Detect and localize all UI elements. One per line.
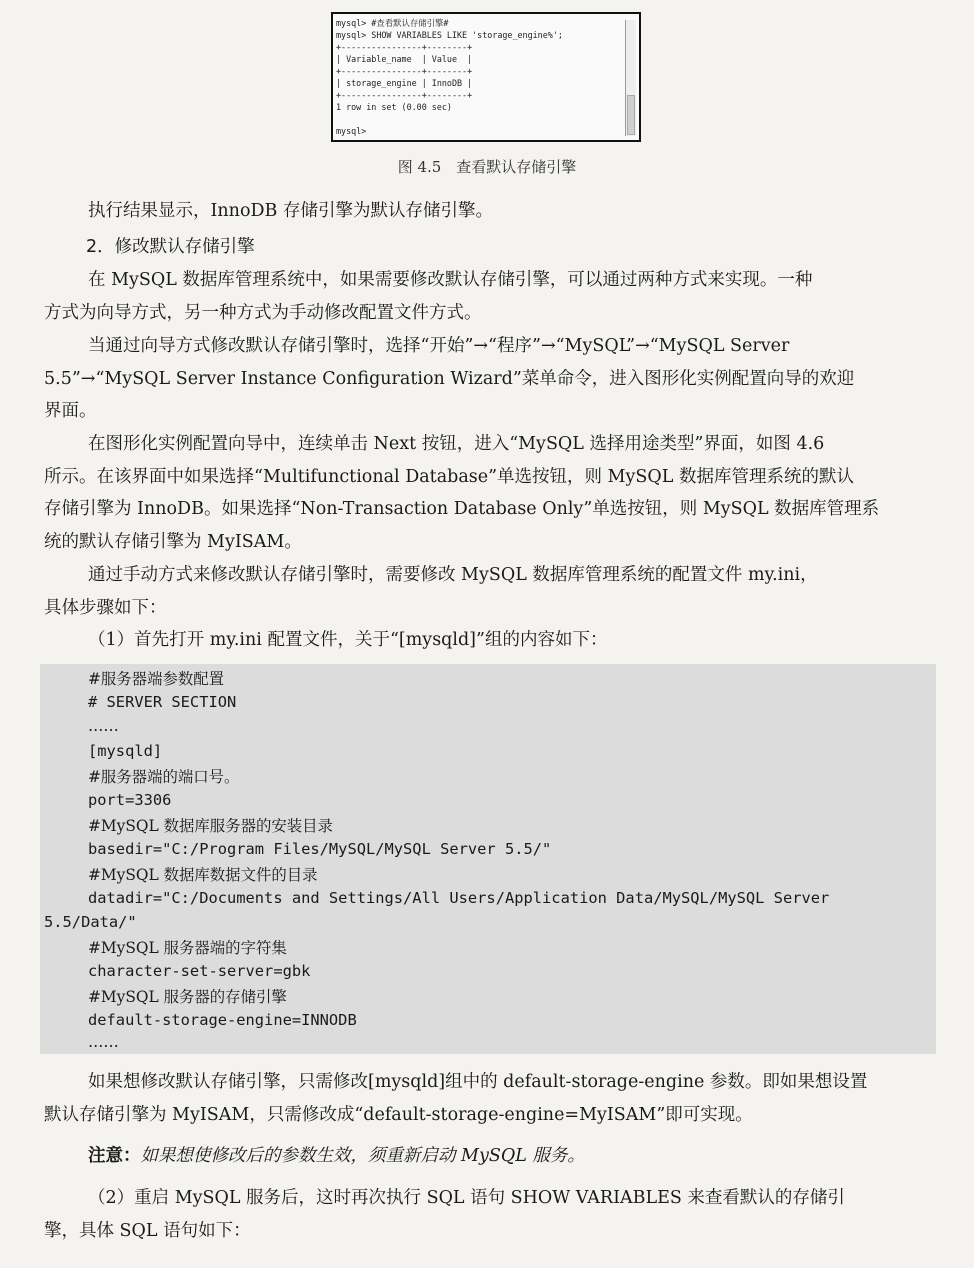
scrollbar-thumb <box>627 95 635 135</box>
paragraph-wizard: 当通过向导方式修改默认存储引擎时，选择“开始”→“程序”→“MySQL”→“MySQL Server 5.5”→“MySQL Server Instance Configuration Wizard”菜单命令，进入图形化实例配置向导的欢迎 界面。 <box>44 336 855 422</box>
code-line: character-set-server=gbk <box>88 962 311 980</box>
code-line: #服务器端的端口号。 <box>88 768 240 786</box>
code-line: #MySQL 数据库数据文件的目录 <box>88 866 318 884</box>
note <box>44 1140 934 1173</box>
code-line: #MySQL 服务器端的字符集 <box>88 939 287 957</box>
code-line: default-storage-engine=INNODB <box>88 1011 357 1029</box>
code-line: …… <box>88 717 119 735</box>
terminal-output: mysql> #查看默认存储引擎# mysql> SHOW VARIABLES LIKE 'storage_engine%'; +----------------+--------+ | Variable_name | Value | +----------------+--------+ | storage_engine | InnoDB | +----------------+--------+ 1 row in set (0.00 sec) mysql> <box>336 18 563 136</box>
note-text: 如果想使修改后的参数生效，须重新启动 MySQL 服务。 <box>140 1146 585 1166</box>
code-line: [mysqld] <box>88 742 163 760</box>
code-line: basedir="C:/Program Files/MySQL/MySQL Server 5.5/" <box>88 840 552 858</box>
paragraph-two-methods: 在 MySQL 数据库管理系统中，如果需要修改默认存储引擎，可以通过两种方式来实现。一种 方式为向导方式，另一种方式为手动修改配置文件方式。 <box>44 270 813 323</box>
terminal-scrollbar <box>625 20 636 136</box>
code-line: port=3306 <box>88 791 172 809</box>
note-label: 注意： <box>88 1146 141 1166</box>
paragraph-manual: 通过手动方式来修改默认存储引擎时，需要修改 MySQL 数据库管理系统的配置文件 my.ini， 具体步骤如下： <box>44 565 818 618</box>
figure-caption: 图 4.5 查看默认存储引擎 <box>397 158 577 176</box>
code-line: datadir="C:/Documents and Settings/All Users/Application Data/MySQL/MySQL Server <box>88 889 830 907</box>
code-line: #MySQL 数据库服务器的安装目录 <box>88 817 333 835</box>
config-code-block <box>40 664 936 1054</box>
code-line: #服务器端参数配置 <box>88 670 225 688</box>
code-line: #MySQL 服务器的存储引擎 <box>88 988 287 1006</box>
paragraph-modify-param: 如果想修改默认存储引擎，只需修改[mysqld]组中的 default-storage-engine 参数。即如果想设置 默认存储引擎为 MyISAM，只需修改成“default-storage-engine=MyISAM”即可实现。 <box>44 1072 868 1125</box>
code-line: 5.5/Data/" <box>44 913 137 931</box>
section-heading: 2．修改默认存储引擎 <box>86 237 255 257</box>
code-line: …… <box>88 1033 119 1051</box>
step-one: （1）首先打开 my.ini 配置文件，关于“[mysqld]”组的内容如下： <box>88 630 608 650</box>
step-two: （2）重启 MySQL 服务后，这时再次执行 SQL 语句 SHOW VARIABLES 来查看默认的存储引 擎，具体 SQL 语句如下： <box>44 1188 845 1241</box>
paragraph-usage-type: 在图形化实例配置向导中，连续单击 Next 按钮，进入“MySQL 选择用途类型”界面，如图 4.6 所示。在该界面中如果选择“Multifunctional Database”单选按钮，则 MySQL 数据库管理系统的默认 存储引擎为 InnoDB。如果选择“Non-Transaction Database Only”单选按钮，则 MySQL 数据库管理系 统的默认存储引擎为 MyISAM。 <box>44 434 880 553</box>
terminal-screenshot <box>331 12 641 142</box>
paragraph-result: 执行结果显示，InnoDB 存储引擎为默认存储引擎。 <box>88 201 493 221</box>
code-line: # SERVER SECTION <box>88 693 237 711</box>
